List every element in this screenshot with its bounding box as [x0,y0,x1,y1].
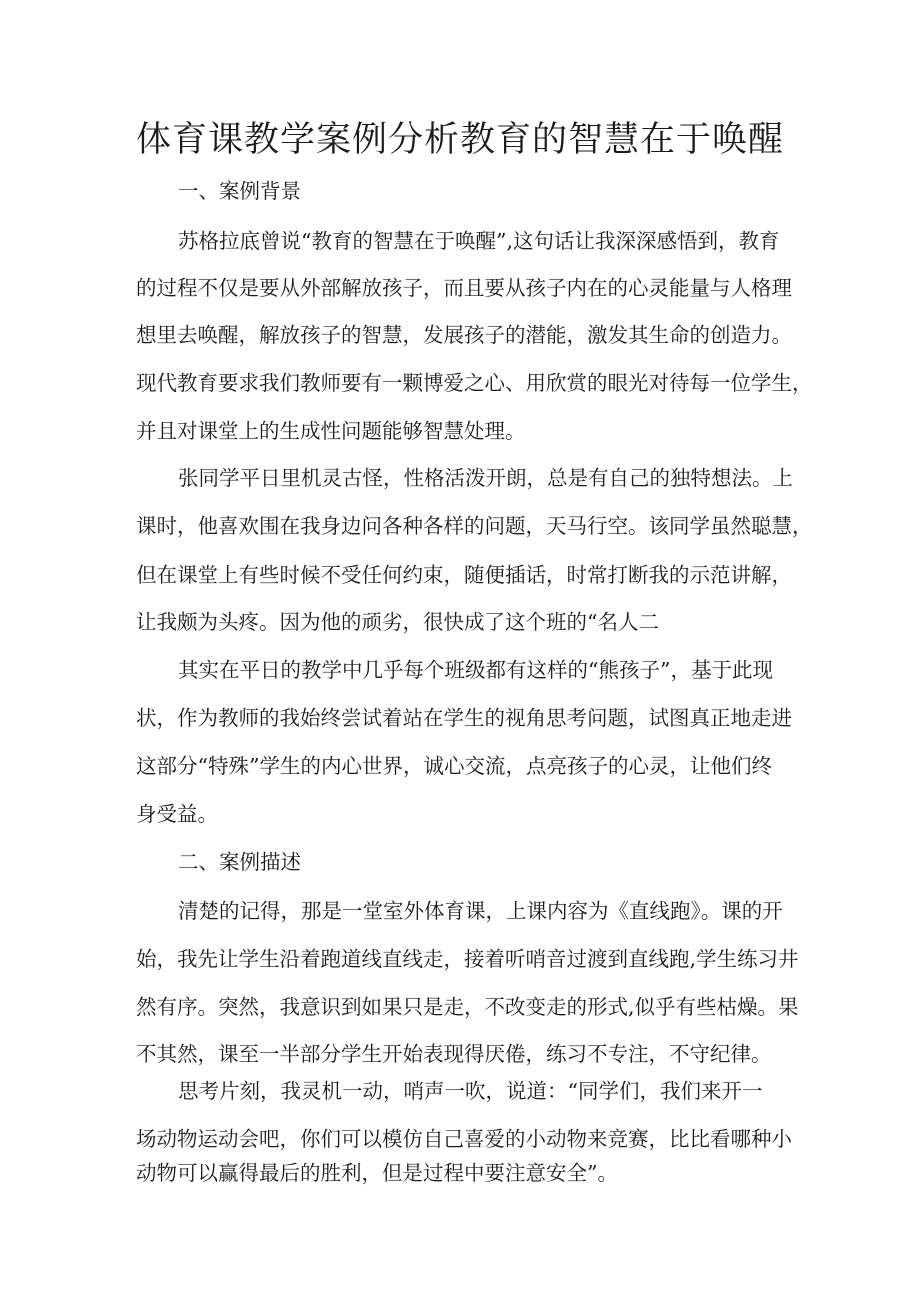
document-title: 体育课教学案例分析教育的智慧在于唤醒 [135,120,784,160]
paragraph-line: 现代教育要求我们教师要有一颗博爱之心、用欣赏的眼光对待每一位学生， [136,371,813,395]
section-heading-background: 一、案例背景 [178,179,301,203]
paragraph-line: 状，作为教师的我始终尝试着站在学生的视角思考问题，试图真正地走进 [136,706,792,730]
paragraph-line: 张同学平日里机灵古怪，性格活泼开朗，总是有自己的独特想法。上 [178,466,793,490]
paragraph-line: 清楚的记得，那是一堂室外体育课，上课内容为《直线跑》。课的开 [178,899,783,923]
paragraph-line: 苏格拉底曾说“教育的智慧在于唤醒”,这句话让我深深感悟到，教育 [178,229,780,253]
paragraph-line: 课时，他喜欢围在我身边问各种各样的问题，天马行空。该同学虽然聪慧， [136,514,813,538]
paragraph-line: 不其然，课至一半部分学生开始表现得厌倦，练习不专注，不守纪律。 [136,1042,772,1066]
paragraph-line: 这部分“特殊”学生的内心世界，诚心交流，点亮孩子的心灵，让他们终 [136,754,772,778]
paragraph-line: 的过程不仅是要从外部解放孩子，而且要从孩子内在的心灵能量与人格理 [136,276,792,300]
paragraph-line: 然有序。突然，我意识到如果只是走，不改变走的形式,似乎有些枯燥。果 [136,995,799,1019]
section-heading-description: 二、案例描述 [178,850,301,874]
paragraph-line: 动物可以赢得最后的胜利，但是过程中要注意安全”。 [136,1161,618,1185]
paragraph-line: 始，我先让学生沿着跑道线直线走，接着听哨音过渡到直线跑,学生练习井 [136,947,799,971]
paragraph-line: 其实在平日的教学中几乎每个班级都有这样的“熊孩子”，基于此现 [178,658,773,682]
paragraph-line: 想里去唤醒，解放孩子的智慧，发展孩子的潜能，激发其生命的创造力。 [136,323,792,347]
paragraph-line: 身受益。 [136,802,218,826]
paragraph-line: 思考片刻，我灵机一动，哨声一吹，说道：“同学们，我们来开一 [178,1079,763,1103]
paragraph-line: 但在课堂上有些时候不受任何约束，随便插话，时常打断我的示范讲解， [136,563,792,587]
paragraph-line: 并且对课堂上的生成性问题能够智慧处理。 [136,419,526,443]
paragraph-line: 场动物运动会吧，你们可以模仿自己喜爱的小动物来竞赛，比比看哪种小 [136,1127,792,1151]
paragraph-line: 让我颇为头疼。因为他的顽劣，很快成了这个班的“名人二 [136,610,659,634]
